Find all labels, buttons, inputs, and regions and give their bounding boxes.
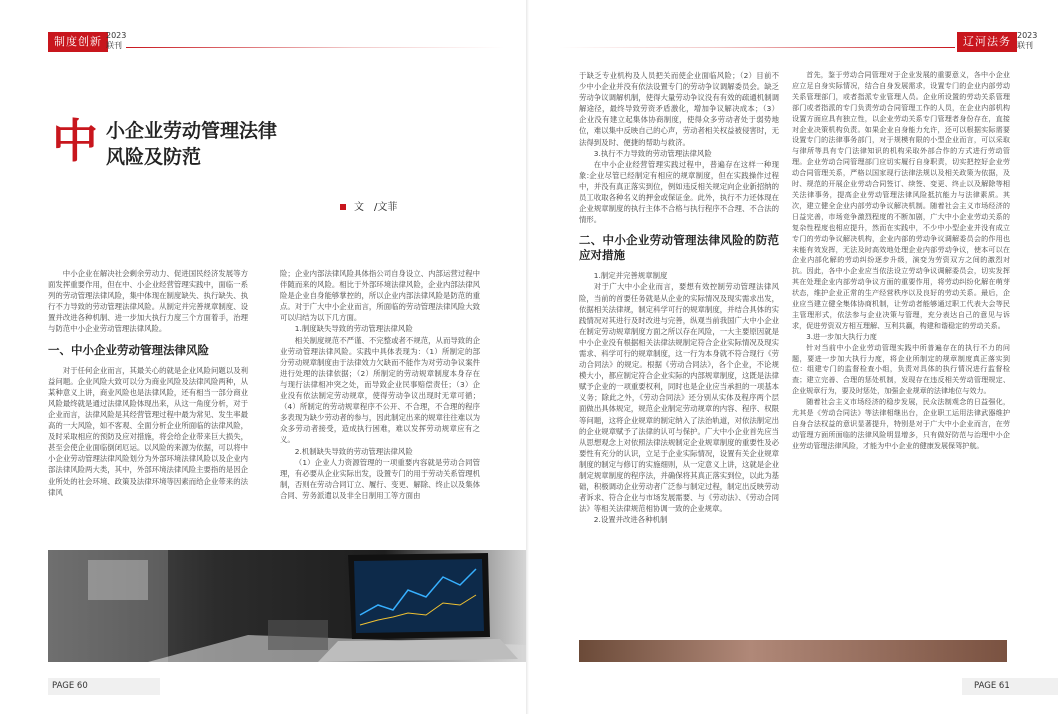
issue-name: 联刊 (106, 41, 122, 50)
article-title-line2: 风险及防范 (106, 146, 202, 168)
decorative-banner (579, 640, 1007, 662)
section-heading-1: 一、中小企业劳动管理法律风险 (48, 342, 209, 357)
title-initial-char: 中 (52, 114, 98, 168)
paragraph: 在中小企业经营管理实践过程中，普遍存在这样一种现象:企业尽管已经制定有相应的规章制度，但在实践操作过程中，并没有真正落实到位，例如违反相关规定向企业新招纳的员工收取各种名义的押金或保证金。此外，执行不力还体现在企业规章制度的执行主体不合格与执行程序不合理、不合法的情形。 (579, 159, 779, 225)
paragraph: 相关制度规范不严谨、不完整或者不规范，从而导致的企业劳动管理法律风险。实践中具体表现为：（1）所制定的部分劳动规章制度由于法律效力欠缺而不能作为对劳动争议案件进行处理的法律依据；（2）所制定的劳动规章制度本身存在与现行法律相冲突之处，而导致企业民事赔偿责任；（3）企业没有依法制定劳动规章，使得劳动争议出现时无章可循；（4）所制定的劳动规章程序不公开、不合理，不合理的程序多表现为缺少劳动者的参与，因此制定出来的规章往往难以为众多劳动者接受，造成执行困难，难以发挥劳动规章应有之义。 (280, 335, 480, 445)
page-number-left: PAGE 60 (52, 681, 88, 691)
author-name: 文 /文菲 (354, 202, 398, 213)
section-heading-2: 二、中小企业劳动管理法律风险的防范应对措施 (579, 233, 779, 263)
header-rule-left (126, 47, 504, 48)
sub-heading: 3.进一步加大执行力度 (806, 331, 877, 341)
paragraph: 首先，鉴于劳动合同管理对于企业发展的重要意义，各中小企业应立足自身实际情况，结合自身发展需求，设置专门的企业内部劳动关系管理部门，或者指派专业管理人员。企业所设置的劳动关系管理部门或者指派的专门负责劳动合同管理工作的人员，在企业内部机构设置方面应具有独立性，以企业劳动关系专门管理者身份存在，直接对企业决策机构负责。如果企业自身能力允许，还可以根据实际需要设置专门的法律事务部门，对于规模有限的小型企业而言，可以采取与律所等具有专门法律知识的机构采取外部合作的方式进行劳动管理。企业劳动合同管理部门应切实履行自身职责，切实把控好企业劳动合同管理关系，严格以国家现行法律法规以及相关政策为依据，及时、规范的开展企业劳动合同签订、续签、变更、终止以及解除等相关法律事务，提高企业劳动管理法律风险抵抗能力与法律素质。其次，建立健全企业内部劳动争议解决机制。随着社会主义市场经济的日益完善，市场竞争激烈程度的不断加剧，广大中小企业劳动关系的复杂性程度也相应提升，然而在实践中，不少中小型企业并没有成立专门的劳动争议解决机构，企业内部的劳动争议调解委员会的作用也未能有效发挥，无法及时高效地处理企业内部劳动争议，使本可以在企业内部化解的劳动纠纷逐步升级，演变为劳资双方之间的激烈对抗。因此，各中小企业应当依法设立劳动争议调解委员会，切实发挥其在处理企业内部劳动争议方面的重要作用，将劳动纠纷化解在萌芽状态，维护企业正常的生产经营秩序以及良好的劳动关系。最后，企业应当建立健全集体协商机制，让劳动者能够通过职工代表大会等民主管理形式，依法参与企业决策与管理，充分表达自己的意见与诉求，促进劳资双方相互理解、互利共赢，构建和谐稳定的劳动关系。 (792, 70, 1010, 330)
right-column-2 (792, 70, 1010, 452)
issue-label-right (1017, 31, 1037, 51)
left-column-1 (48, 268, 248, 498)
sub-heading: 1.制定并完善规章制度 (593, 271, 668, 281)
laptop-finance-photo (48, 550, 529, 662)
paragraph: 针对当前中小企业劳动管理实践中所普遍存在的执行不力的问题，要进一步加大执行力度，将企业所制定的规章制度真正落实到位：组建专门的监督检查小组，负责对具体的执行情况进行监督检查；建立完善、合理的惩处机制，发现存在违反相关劳动管理规定、企业规章行为，要及时惩处，加强企业规章的法律地位与效力。 (792, 342, 1010, 396)
right-column-1 (579, 70, 779, 525)
issue-year: 2023 (1017, 31, 1038, 40)
page-number-right: PAGE 61 (974, 681, 1010, 691)
paragraph: 对于广大中小企业而言，要想有效控制劳动管理法律风险，当前的首要任务就是从企业的实际情况及现实需求出发，依据相关法律规，制定科学可行的规章制度，并结合具体的实践情况对其进行及时改进与完善，纵观当前我国广大中小企业在制定劳动规章制度方面之所以存在风险，一大主要原因就是中小企业没有根据相关法律法规制定符合企业实际情况及现实需求、科学可行的规章制度，这一行为本身就不符合现行《劳动合同法》的规定。根据《劳动合同法》，各个企业，不论规模大小，都应制定符合企业实际的内部规章制度，这既是法律赋予企业的一项重要权利，同时也是企业应当承担的一项基本义务；除此之外，《劳动合同法》还分别从实体及程序两个层面做出具体规定，规范企业制定劳动规章的内容、程序、权限等问题，这将企业规章的制定纳入了法治轨道，对依法制定出的企业规章赋予了法律的认可与保护。广大中小企业首先应当从思想观念上对依照法律法规制定企业规章制度的重要性及必要性有充分的认识，立足于企业实际情况，设置有关企业规章制度的制定与修订的实施细则，从一定意义上讲，这就是企业制定规章制度的程序法，并确保将其真正落实到位，以此为基础，积极调动企业劳动者广泛参与制定过程，制定出反映劳动者诉求、符合企业与市场发展需要、与《劳动法》、《劳动合同法》等相关法律规范相协调一致的企业规章。 (579, 282, 779, 514)
paragraph: 随着社会主义市场经济的稳步发展，民众法制观念的日益强化，尤其是《劳动合同法》等法律相继出台，企业职工运用法律武器维护自身合法权益的意识显著提升，特别是对于广大中小企业而言，在劳动管理方面所面临的法律风险明显增多，只有做好防范与治理中小企业劳动管理法律风险，才能为中小企业的健康发展保驾护航。 (792, 397, 1010, 450)
issue-label-left (106, 31, 126, 51)
left-column-2 (280, 268, 480, 501)
sub-heading: 1.制度缺失导致的劳动管理法律风险 (294, 324, 413, 334)
intro-paragraph: 中小企业在解决社会剩余劳动力、促进国民经济发展等方面发挥重要作用，但在中、小企业经营管理实践中，面临一系列的劳动管理法律风险，集中体现在制度缺失、执行缺失、执行不力导致的劳动管理法律风险。从制定并完善规章制度、设置并改进各种机制、进一步加大执行力度三个方面着手，治理与防范中小企业劳动管理法律风险。 (48, 269, 248, 334)
issue-name: 联刊 (1017, 41, 1033, 50)
sub-heading: 3.执行不力导致的劳动管理法律风险 (593, 148, 712, 158)
author-byline (340, 198, 397, 213)
bullet-square-icon (340, 204, 346, 210)
header-rule-right (559, 47, 955, 48)
paragraph: （1）企业人力资源管理的一项重要内容就是劳动合同管理，有必要从企业实际出发，设置专门的用于劳动关系管理机制，否则在劳动合同订立、履行、变更、解除、终止以及集体合同、劳务派遣以及非全日制用工等方面由 (280, 457, 480, 500)
paragraph: 险；企业内部法律风险具体指公司自身设立、内部运营过程中伴随而来的风险。相比于外部环境法律风险，企业内部法律风险是企业自身能够掌控的，所以企业内部法律风险是防范的重点。对于广大中小企业而言，所面临的劳动管理法律风险大致可以归结为以下几方面。 (280, 269, 480, 323)
section-tag-right: 辽河法务 (957, 32, 1017, 52)
article-title-line1: 小企业劳动管理法律 (106, 120, 278, 142)
paragraph: 于缺乏专业机构及人员把关而使企业面临风险；（2）目前不少中小企业并没有依法设置专门的劳动争议调解委员会。缺乏劳动争议调解机制，使得大量劳动争议没有有效的疏通机制调解途径，最终导致劳资矛盾激化，增加争议解决成本；（3）企业没有建立起集体协商制度，使得众多劳动者处于弱势地位，难以集中反映自己的心声，劳动者相关权益被侵害时，无法得到及时、便捷的帮助与救济。 (579, 71, 779, 147)
section-tag-left: 制度创新 (48, 32, 108, 52)
sub-heading: 2.机制缺失导致的劳动管理法律风险 (294, 446, 413, 456)
sub-heading: 2.设置并改进各种机制 (593, 515, 668, 525)
right-page (529, 0, 1058, 714)
article-title (106, 118, 277, 170)
paragraph: 对于任何企业而言，其最关心的就是企业风险问题以及利益问题。企业风险大致可以分为商业风险及法律风险两种，从某种意义上讲，商业风险也是法律风险，还有相当一部分商业风险最终就是通过法律风险体现出来，从这一角度分析，对于企业而言，法律风险是其经营管理过程中最为常见、发生率最高的一大风险，如不客观、全面分析企业所面临的法律风险，及时采取相应的预防及应对措施，将会给企业带来巨大损失，甚至会使企业面临倒闭厄运。以风险的来源为依据，可以将中小企业劳动管理法律风险划分为外部环境法律风险以及企业内部法律风险两大类，其中，外部环境法律风险主要指的是因企业所处的社会环境、政策及法律环境等因素而给企业带来的法律风 (48, 365, 248, 497)
issue-year: 2023 (106, 31, 127, 40)
